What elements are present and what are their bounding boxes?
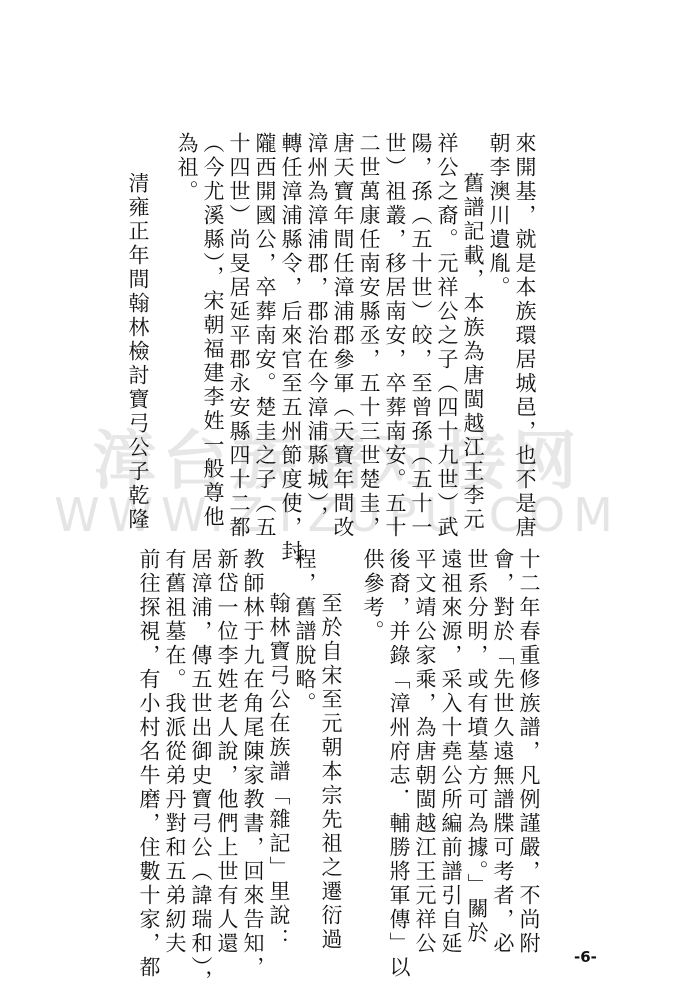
text-column: 唐天寶年間任漳浦郡參軍（天寶年間改 (331, 132, 355, 540)
text-column: 教師林于九在角尾陳家教書，回來告知， (241, 548, 265, 980)
text-column: 供參考。 (361, 548, 385, 644)
text-column: 朝李澳川遺胤。 (487, 132, 511, 300)
text-column: 轉任漳浦縣令，后來官至五州節度使，封 (279, 132, 303, 564)
text-column: 來開基，就是本族環居城邑，也不是唐 (513, 132, 537, 540)
text-column: 程，舊譜脫略。 (293, 548, 317, 716)
text-column: 隴西開國公，卒葬南安。楚圭之子（五 (253, 132, 277, 540)
watermark-chinese: 漳台族谱对接网 (92, 425, 583, 499)
text-column: 十二年春重修族譜，凡例謹嚴，不尚附 (517, 548, 541, 956)
text-column: 為祖。 (175, 132, 199, 204)
text-column: 新岱一位李姓老人說，他們上世有人還 (215, 548, 239, 956)
text-column: 後裔，并錄「漳州府志．輔勝將軍傳」以 (387, 548, 411, 980)
text-column: 遠祖來源，采入十堯公所編前譜引自延 (439, 548, 463, 956)
text-column: 平文靖公家乘，為唐朝閩越江王元祥公 (413, 548, 437, 956)
text-column: 前往探視，有小村名牛磨，住數十家，都 (137, 548, 161, 980)
text-column: 翰林寶弓公在族譜「雜記」里說： (267, 592, 291, 952)
text-column: 十四世）尚旻居延平郡永安縣四十二都 (227, 132, 251, 540)
text-column: 有舊祖墓在。我派從弟丹對和五弟紉夫 (163, 548, 187, 956)
text-column: 清雍正年間翰林檢討寶弓公子乾隆 (126, 172, 150, 532)
page-number: -6- (574, 948, 597, 966)
text-column: 居漳浦，傳五世出御史寶弓公（諱瑞和）， (189, 548, 213, 994)
text-column: 二世萬康任南安縣丞，五十三世楚圭， (357, 132, 381, 540)
text-column: 世）祖叢，移居南安，卒葬南安。五十 (383, 132, 407, 540)
text-column: 陽，孫（五十世）皎，至曾孫（五十一 (409, 132, 433, 540)
text-column: 漳州為漳浦郡，郡治在今漳浦縣城）， (305, 132, 329, 530)
text-column: （今尤溪縣），宋朝福建李姓一般尊他 (201, 132, 225, 530)
text-column: 舊譜記載，本族為唐閩越江王李元 (461, 172, 485, 532)
text-column: 至於自宋至元朝本宗先祖之遷衍過 (319, 592, 343, 952)
watermark-url: WWW.ZTZUPU.COM (54, 488, 621, 542)
text-column: 會，對於「先世久遠無譜牒可考者，必 (491, 548, 515, 956)
text-column: 祥公之裔。元祥公之子（四十九世）武 (435, 132, 459, 540)
text-column: 世系分明，或有墳墓方可為據。」關於 (465, 548, 489, 946)
